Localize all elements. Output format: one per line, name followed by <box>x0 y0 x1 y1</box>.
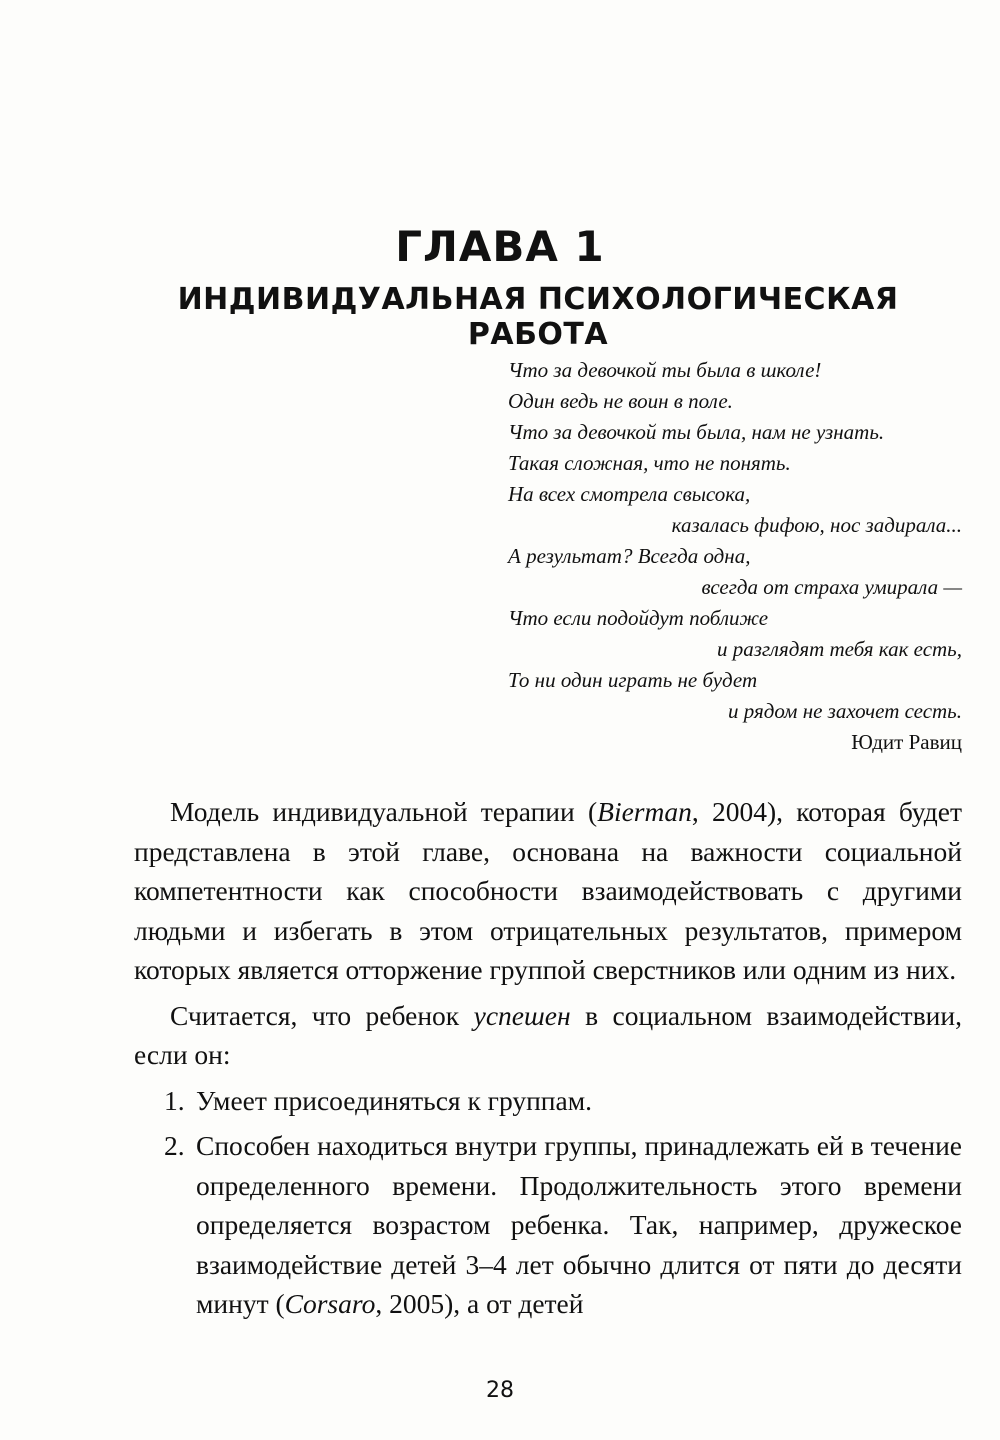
epigraph-author: Юдит Равиц <box>851 730 962 754</box>
epigraph-line: На всех смотрела свысока, <box>508 482 751 506</box>
epigraph-line: То ни один играть не будет <box>508 668 758 692</box>
list-item-text: Умеет присоединяться к группам. <box>196 1084 593 1116</box>
numbered-list <box>134 1081 962 1324</box>
emphasis: успешен <box>473 999 571 1031</box>
page-number: 28 <box>486 1378 514 1403</box>
epigraph-line: Один ведь не воин в поле. <box>508 389 733 413</box>
body-text <box>134 792 962 1324</box>
epigraph-line: Что за девочкой ты была в школе! <box>508 358 822 382</box>
epigraph-line: и рядом не захочет сесть. <box>727 699 962 723</box>
epigraph-line: А результат? Всегда одна, <box>508 544 751 568</box>
epigraph-line: Такая сложная, что не понять. <box>508 451 791 475</box>
epigraph-line: всегда от страха умирала — <box>701 575 962 599</box>
epigraph-line: Что если подойдут поближе <box>508 606 769 630</box>
list-number: 2. <box>164 1130 185 1161</box>
list-item <box>134 1081 962 1121</box>
epigraph-line: казалась фифою, нос задирала... <box>671 513 962 537</box>
epigraph-line: и разглядят тебя как есть, <box>716 637 962 661</box>
chapter-label: ГЛАВА 1 <box>395 222 605 271</box>
list-item: 2. Способен находиться внутри группы, принадлежать ей в течение определенного времени. Продолжительность этого времени определяется возрастом ребенка. Так, например, дружеское взаимодействие детей 3–4 лет обычно длится от пяти до десяти минут (Corsaro, 2005), а от детей <box>134 1126 962 1324</box>
paragraph: Считается, что ребенок успешен в социальном взаимодействии, если он: <box>134 999 962 1070</box>
paragraph: Модель индивидуальной терапии (Bierman, 2004), которая будет представлена в этой главе, основана на важности социальной компетентности как способности взаимодействовать с другими людьми и избегать в этом отрицательных результатов, примером которых является отторжение группой сверстников или одним из них. <box>134 796 963 985</box>
citation-author: Bierman <box>597 796 692 827</box>
epigraph-line: Что за девочкой ты была, нам не узнать. <box>508 420 885 444</box>
chapter-title: ИНДИВИДУАЛЬНАЯ ПСИХОЛОГИЧЕСКАЯ РАБОТА <box>177 282 899 352</box>
citation-author: Corsaro <box>284 1288 376 1319</box>
list-number: 1. <box>164 1084 185 1116</box>
